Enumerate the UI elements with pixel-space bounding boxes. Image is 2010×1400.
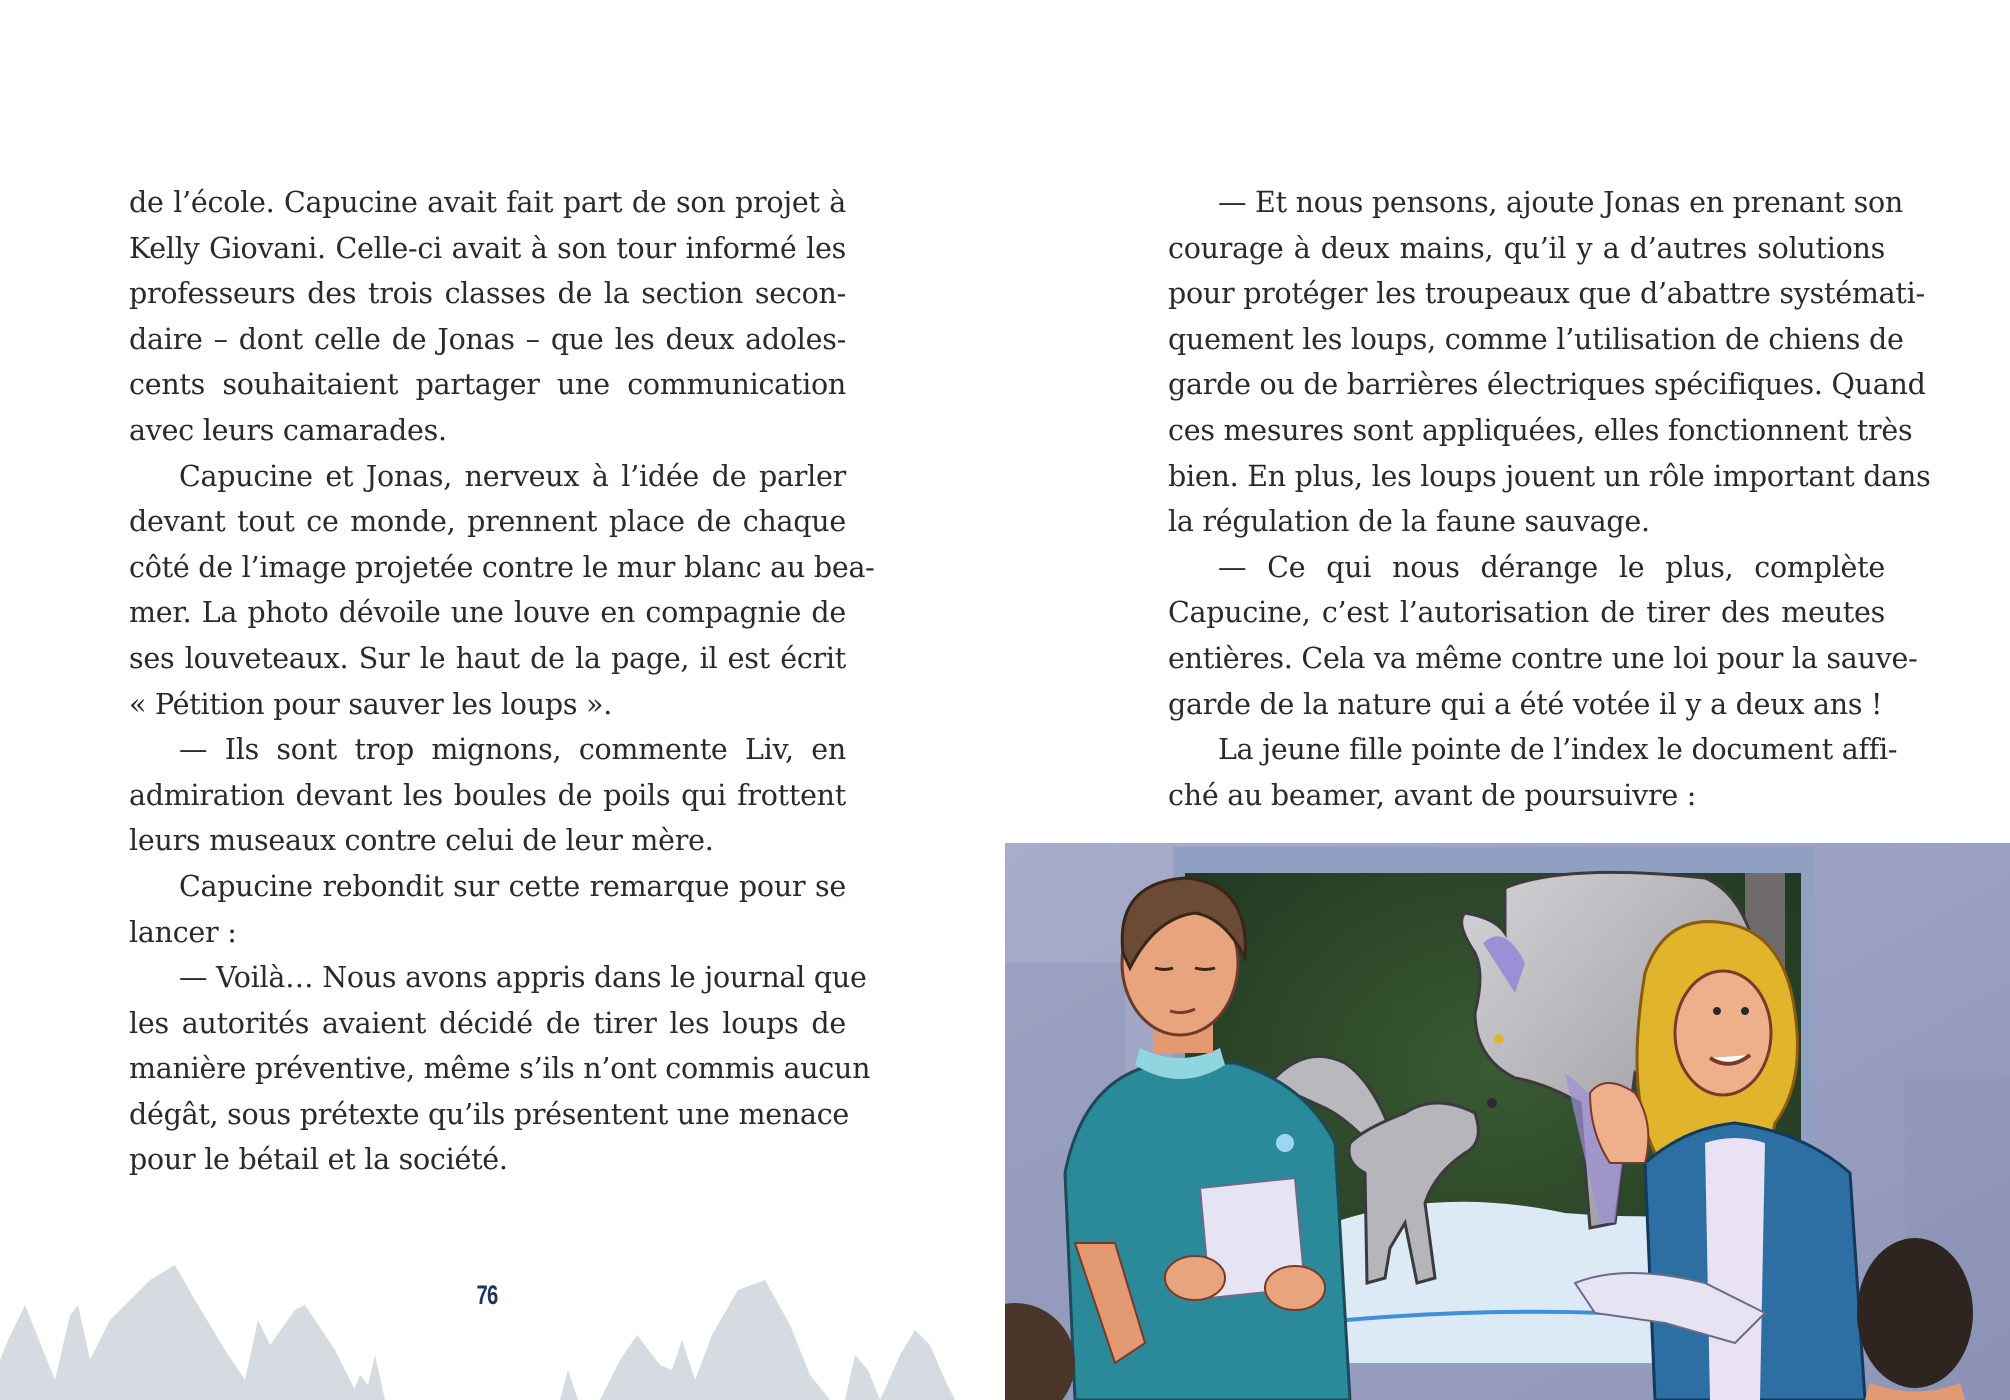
presentation-scene-image (1005, 843, 2010, 1400)
text-line: garde ou de barrières électriques spécifiques. Quand (1168, 368, 1926, 402)
text-line: avec leurs camarades. (129, 413, 447, 447)
text-line: quement les loups, comme l’utilisation de chiens de (1168, 322, 1904, 356)
text-line: — Ils sont trop mignons, commente Liv, en (179, 733, 846, 767)
text-line: — Voilà… Nous avons appris dans le journal que (179, 961, 867, 995)
text-line: côté de l’image projetée contre le mur blanc au bea- (129, 550, 875, 584)
text-line: — Et nous pensons, ajoute Jonas en prenant son (1218, 186, 1903, 219)
text-line: cents souhaitaient partager une communication (129, 368, 846, 402)
text-line: — Ce qui nous dérange le plus, complète (1218, 550, 1885, 584)
text-line: ché au beamer, avant de poursuivre : (1168, 778, 1697, 812)
text-line: la régulation de la faune sauvage. (1168, 505, 1650, 539)
text-line: admiration devant les boules de poils qui frottent (129, 778, 846, 812)
text-line: dégât, sous prétexte qu’ils présentent une menace (129, 1097, 850, 1131)
illustration-presentation (1005, 843, 2010, 1400)
left-page-text (129, 180, 875, 1183)
page-number: 76 (476, 1280, 498, 1310)
text-line: professeurs des trois classes de la section secon- (129, 277, 846, 311)
text-line: entières. Cela va même contre une loi pour la sauve- (1168, 641, 1918, 675)
text-line: pour le bétail et la société. (129, 1143, 508, 1177)
text-line: Capucine rebondit sur cette remarque pour se (179, 869, 846, 903)
text-line: leurs museaux contre celui de leur mère. (129, 824, 714, 858)
text-line: de l’école. Capucine avait fait part de son projet à (129, 186, 846, 219)
text-line: « Pétition pour sauver les loups ». (129, 687, 613, 721)
text-line: ses louveteaux. Sur le haut de la page, il est écrit (129, 641, 846, 675)
text-line: ces mesures sont appliquées, elles fonctionnent très (1168, 413, 1913, 447)
text-line: garde de la nature qui a été votée il y a deux ans ! (1168, 687, 1883, 721)
text-line: pour protéger les troupeaux que d’abattre systémati- (1168, 277, 1925, 311)
text-line: Capucine et Jonas, nerveux à l’idée de parler (179, 459, 846, 493)
text-line: mer. La photo dévoile une louve en compagnie de (129, 596, 846, 630)
right-page-text (1168, 180, 1931, 818)
text-line: courage à deux mains, qu’il y a d’autres solutions (1168, 231, 1885, 265)
text-line: La jeune fille pointe de l’index le document affi- (1218, 733, 1898, 767)
text-line: lancer : (129, 915, 237, 949)
text-line: bien. En plus, les loups jouent un rôle important dans (1168, 459, 1931, 493)
text-line: Kelly Giovani. Celle-ci avait à son tour informé les (129, 231, 846, 265)
text-line: manière préventive, même s’ils n’ont commis aucun (129, 1052, 871, 1086)
text-line: daire – dont celle de Jonas – que les deux adoles- (129, 322, 846, 356)
text-line: Capucine, c’est l’autorisation de tirer des meutes (1168, 596, 1885, 630)
mountains-decoration (0, 1260, 1005, 1400)
text-line: les autorités avaient décidé de tirer les loups de (129, 1006, 846, 1040)
text-line: devant tout ce monde, prennent place de chaque (129, 505, 846, 539)
